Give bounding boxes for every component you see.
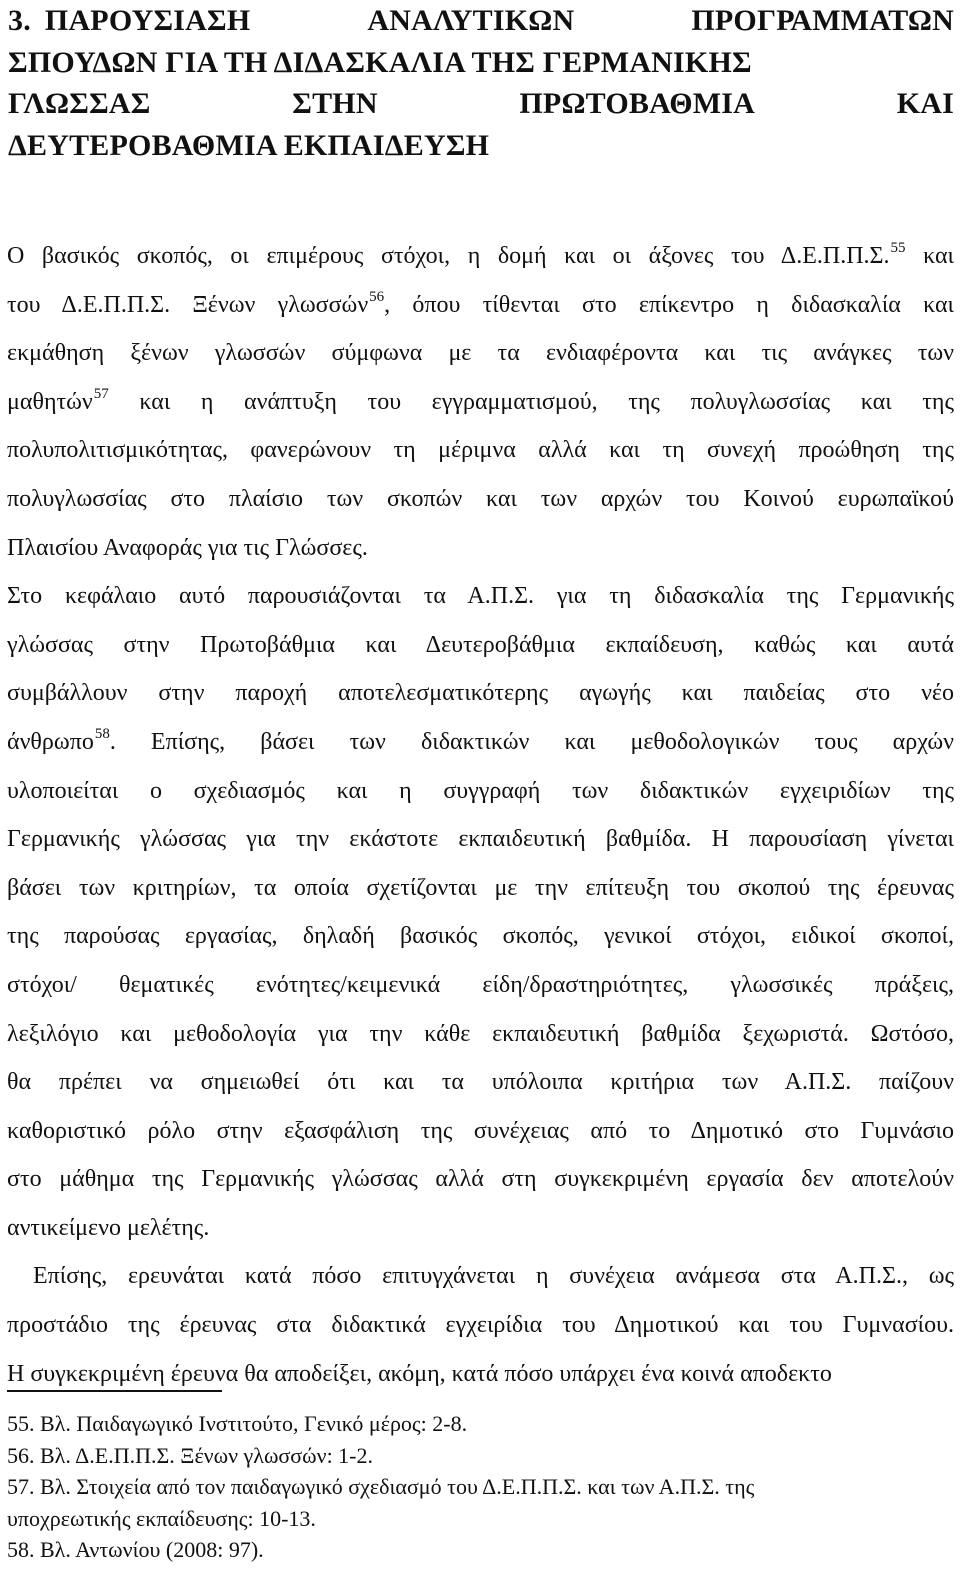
body-line bbox=[7, 232, 954, 281]
text-span: . Επίσης, βάσει των διδακτικών και μεθοδολογικών τους αρχών bbox=[109, 728, 954, 755]
text-span: και bbox=[905, 243, 954, 269]
footnote-55: 55. Βλ. Παιδαγωγικό Ινστιτούτο, Γενικό μέρος: 2-8. bbox=[7, 1411, 468, 1436]
body-line: στο μάθημα της Γερμανικής γλώσσας αλλά στη συγκεκριμένη εργασία δεν αποτελούν bbox=[7, 1166, 954, 1193]
body-line bbox=[7, 378, 954, 427]
body-line: Πλαισίου Αναφοράς για τις Γλώσσες. bbox=[7, 534, 368, 561]
body-line: Γερμανικής γλώσσας για την εκάστοτε εκπαιδευτική βαθμίδα. Η παρουσίαση γίνεται bbox=[7, 826, 954, 853]
text-span: Ο βασικός σκοπός, οι επιμέρους στόχοι, η δομή και οι άξονες του Δ.Ε.Π.Π.Σ. bbox=[7, 243, 890, 269]
footnote-57: 57. Βλ. Στοιχεία από τον παιδαγωγικό σχεδιασμό του Δ.Ε.Π.Π.Σ. και των Α.Π.Σ. της bbox=[7, 1474, 755, 1500]
heading-number: 3. bbox=[8, 4, 31, 37]
heading-word: ΣΤΗΝ bbox=[292, 87, 378, 120]
text-span: του Δ.Ε.Π.Π.Σ. Ξένων γλωσσών bbox=[7, 291, 369, 318]
body-line: θα πρέπει να σημειωθεί ότι και τα υπόλοιπα κριτήρια των Α.Π.Σ. παίζουν bbox=[7, 1069, 954, 1096]
text-span: μαθητών bbox=[7, 388, 93, 415]
body-line: Η συγκεκριμένη έρευνα θα αποδείξει, ακόμη, κατά πόσο υπάρχει ένα κοινά αποδεκτο bbox=[7, 1360, 832, 1387]
heading-word: ΑΝΑΛΥΤΙΚΩΝ bbox=[367, 4, 575, 37]
body-line: πολυγλωσσίας στο πλαίσιο των σκοπών και των αρχών του Κοινού ευρωπαϊκού bbox=[7, 485, 954, 512]
body-line: λεξιλόγιο και μεθοδολογία για την κάθε εκπαιδευτική βαθμίδα ξεχωριστά. Ωστόσο, bbox=[7, 1020, 954, 1047]
footnote-ref-56[interactable]: 56 bbox=[369, 288, 385, 305]
body-line: Στο κεφάλαιο αυτό παρουσιάζονται τα Α.Π.Σ. για τη διδασκαλία της Γερμανικής bbox=[7, 583, 954, 610]
footnote-56: 56. Βλ. Δ.Ε.Π.Π.Σ. Ξένων γλωσσών: 1-2. bbox=[7, 1442, 374, 1468]
text-span: , όπου τίθενται στο επίκεντρο η διδασκαλία και bbox=[384, 291, 954, 318]
body-line: της παρούσας εργασίας, δηλαδή βασικός σκοπός, γενικοί στόχοι, ειδικοί σκοποί, bbox=[7, 923, 954, 950]
body-line: αντικείμενο μελέτης. bbox=[7, 1214, 210, 1241]
body-text bbox=[7, 232, 954, 1398]
body-line: εκμάθηση ξένων γλωσσών σύμφωνα με τα ενδιαφέροντα και τις ανάγκες των bbox=[7, 340, 954, 367]
heading-word: ΠΑΡΟΥΣΙΑΣΗ bbox=[44, 4, 251, 37]
body-line: Επίσης, ερευνάται κατά πόσο επιτυγχάνεται η συνέχεια ανάμεσα στα Α.Π.Σ., ως bbox=[33, 1263, 954, 1290]
body-line: συμβάλλουν στην παροχή αποτελεσματικότερης αγωγής και παιδείας στο νέο bbox=[7, 680, 954, 707]
heading-word: ΠΡΩΤΟΒΑΘΜΙΑ bbox=[519, 87, 755, 120]
footnote-57-continued: υποχρεωτικής εκπαίδευσης: 10-13. bbox=[7, 1505, 316, 1531]
heading-line-1-start bbox=[8, 0, 250, 42]
footnotes bbox=[7, 1408, 954, 1566]
footnote-ref-55[interactable]: 55 bbox=[890, 240, 906, 256]
heading-line-4: ΔΕΥΤΕΡΟΒΑΘΜΙΑ ΕΚΠΑΙΔΕΥΣΗ bbox=[8, 128, 490, 162]
body-line: βάσει των κριτηρίων, τα οποία σχετίζονται με την επίτευξη του σκοπού της έρευνας bbox=[7, 874, 954, 901]
body-line: καθοριστικό ρόλο στην εξασφάλιση της συνέχειας από το Δημοτικό στο Γυμνάσιο bbox=[7, 1117, 954, 1144]
body-line bbox=[7, 718, 954, 767]
body-line: στόχοι/ θεματικές ενότητες/κειμενικά είδη/δραστηριότητες, γλωσσικές πράξεις, bbox=[7, 971, 954, 998]
heading-word: ΠΡΟΓΡΑΜΜΑΤΩΝ bbox=[691, 4, 954, 37]
heading-word: ΓΛΩΣΣΑΣ bbox=[8, 87, 151, 120]
text-span: και η ανάπτυξη του εγγραμματισμού, της πολυγλωσσίας και της bbox=[108, 388, 954, 415]
footnote-ref-57[interactable]: 57 bbox=[93, 385, 109, 402]
heading-word: ΚΑΙ bbox=[896, 87, 954, 120]
body-line: προστάδιο της έρευνας στα διδακτικά εγχειρίδια του Δημοτικού και του Γυμνασίου. bbox=[7, 1312, 954, 1339]
footnote-ref-58[interactable]: 58 bbox=[94, 725, 110, 742]
body-line: πολυπολιτισμικότητας, φανερώνουν τη μέριμνα αλλά και τη συνεχή προώθηση της bbox=[7, 437, 954, 464]
body-line: γλώσσας στην Πρωτοβάθμια και Δευτεροβάθμια εκπαίδευση, καθώς και αυτά bbox=[7, 631, 954, 658]
footnote-separator bbox=[7, 1390, 222, 1392]
heading-line-3 bbox=[8, 83, 954, 125]
heading-line-2: ΣΠΟΥΔΩΝ ΓΙΑ ΤΗ ΔΙΔΑΣΚΑΛΙΑ ΤΗΣ ΓΕΡΜΑΝΙΚΗΣ bbox=[8, 45, 752, 79]
text-span: άνθρωπο bbox=[7, 728, 94, 755]
body-line bbox=[7, 281, 954, 330]
section-heading bbox=[8, 0, 954, 166]
heading-line-1 bbox=[8, 0, 954, 42]
body-line: υλοποιείται ο σχεδιασμός και η συγγραφή των διδακτικών εγχειριδίων της bbox=[7, 777, 954, 804]
footnote-58: 58. Βλ. Αντωνίου (2008: 97). bbox=[7, 1537, 264, 1563]
